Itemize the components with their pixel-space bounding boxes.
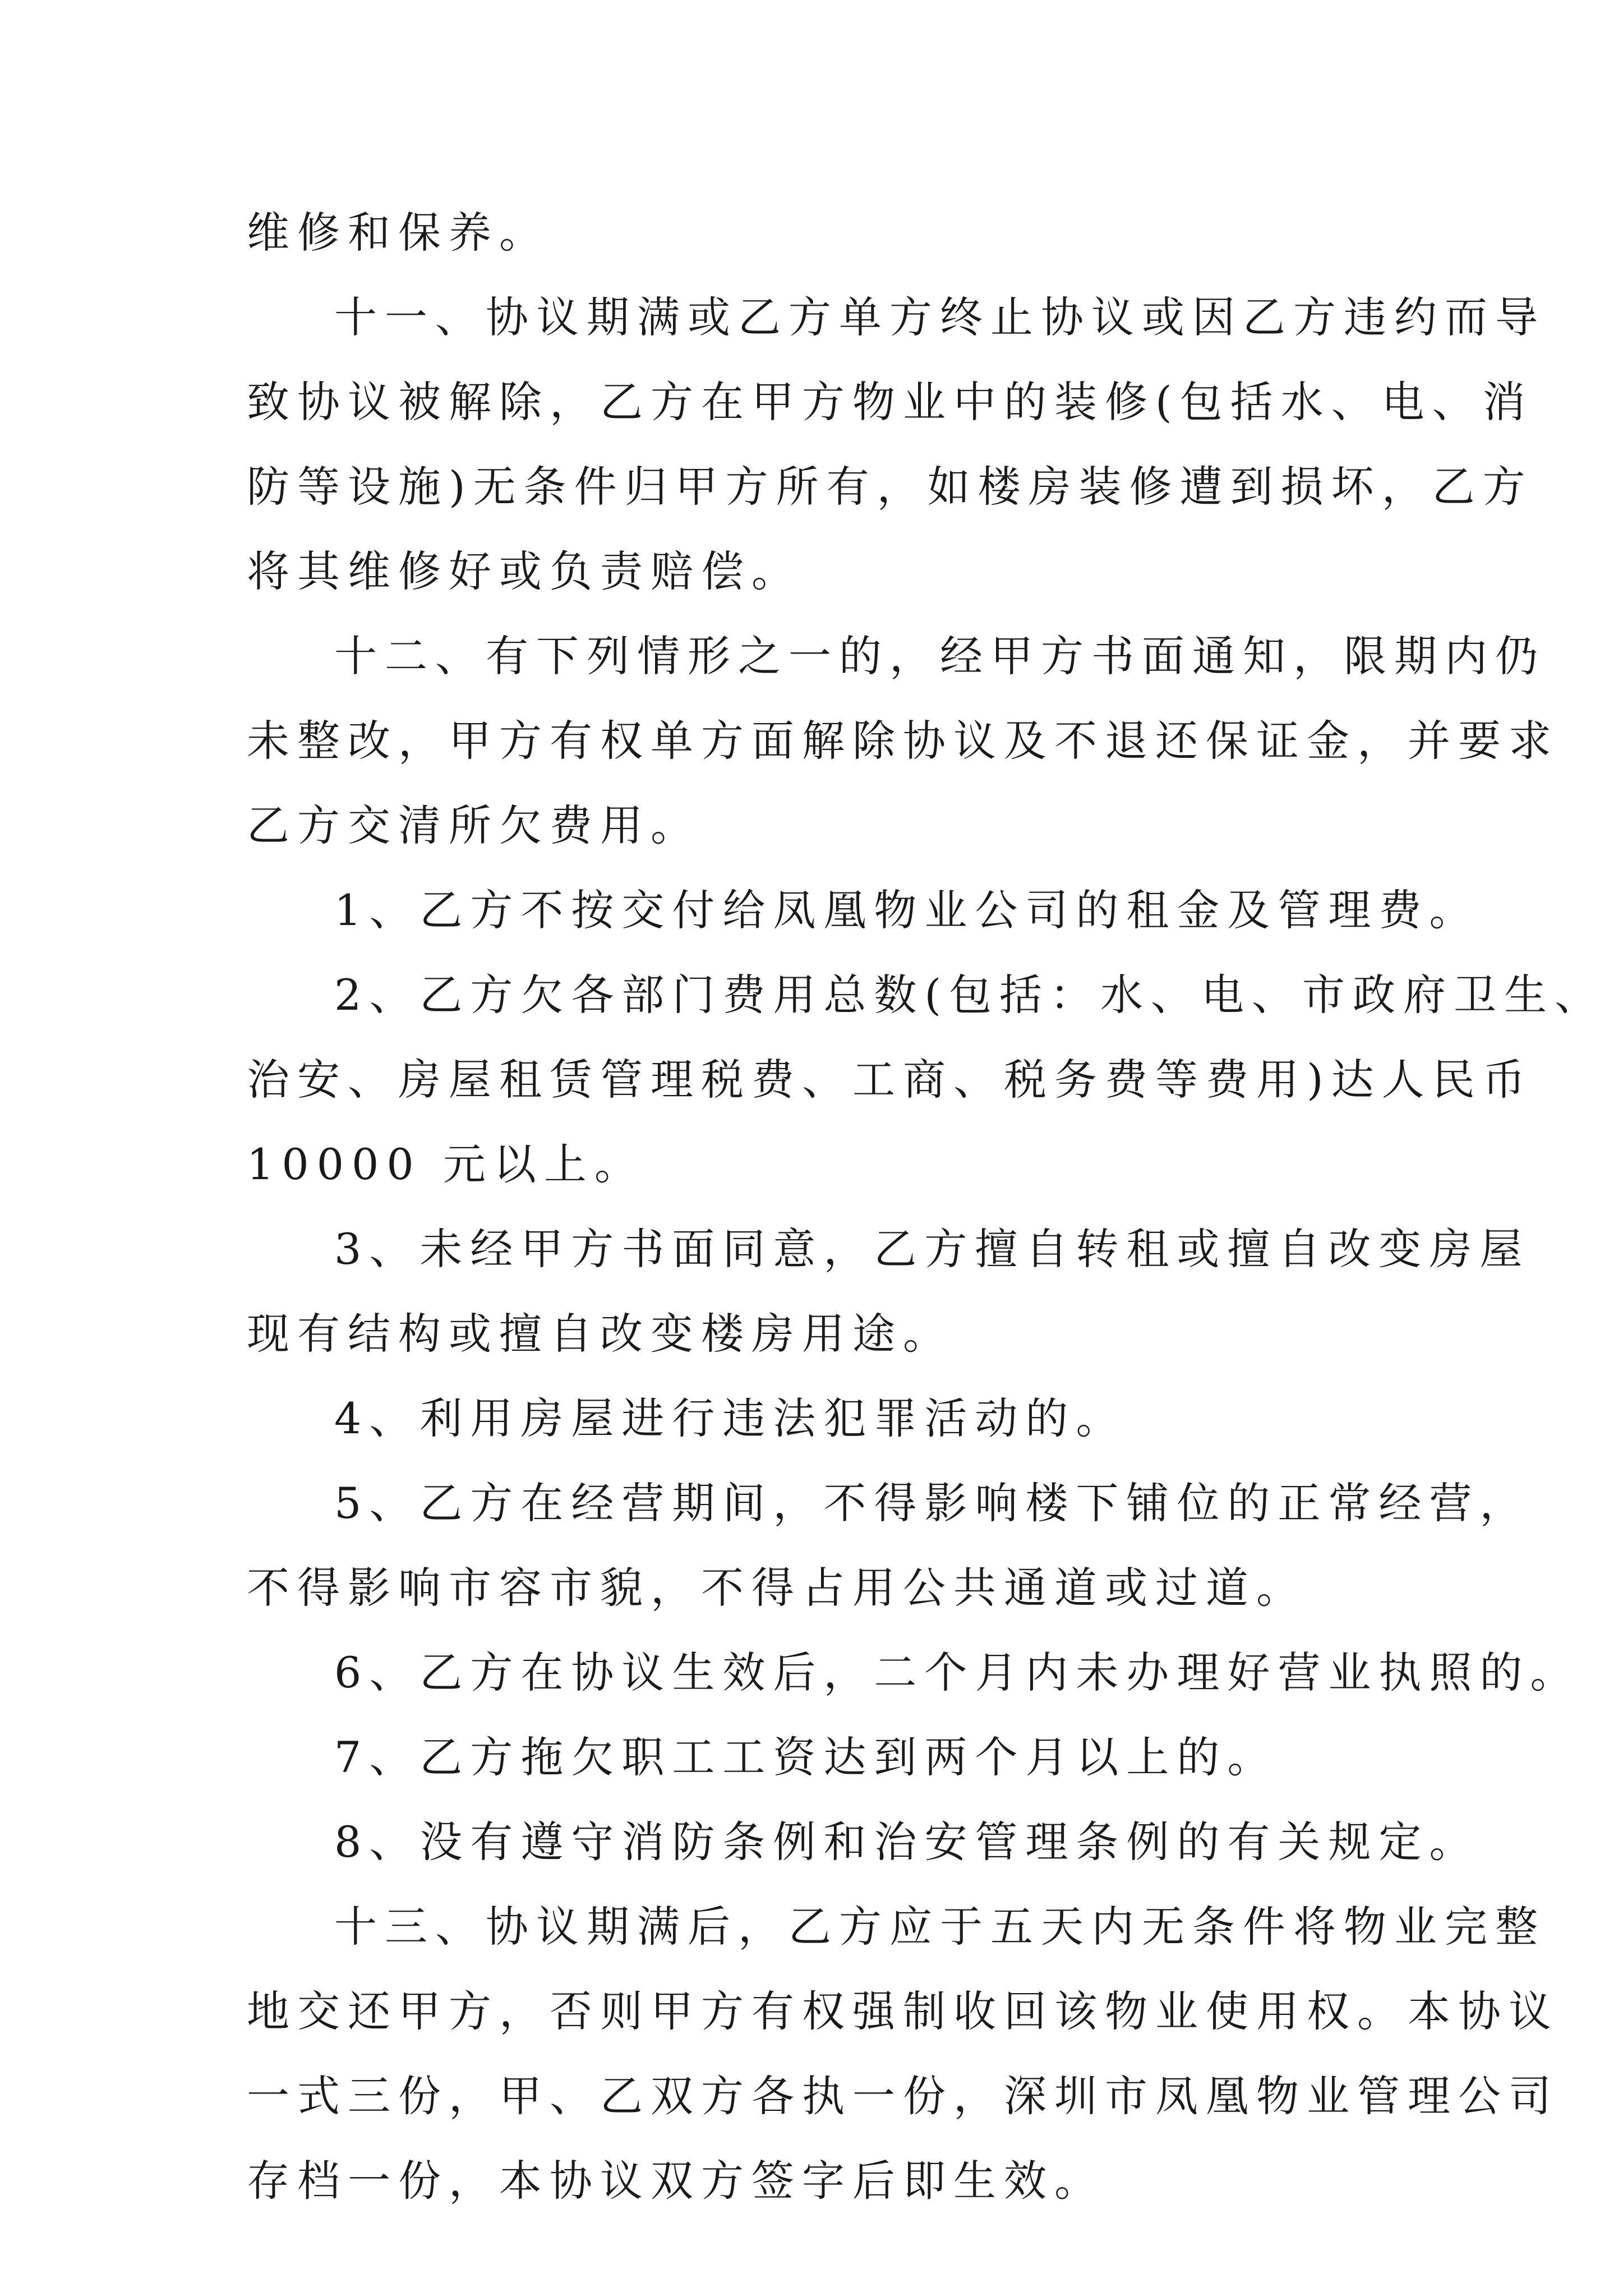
text-line: 防等设施)无条件归甲方所有，如楼房装修遭到损坏，乙方 <box>247 462 1533 512</box>
text-line: 地交还甲方，否则甲方有权强制收回该物业使用权。本协议 <box>247 1986 1559 2036</box>
text-line: 8、没有遵守消防条例和治安管理条例的有关规定。 <box>334 1817 1480 1867</box>
text-line: 十二、有下列情形之一的，经甲方书面通知，限期内仍 <box>334 631 1546 681</box>
text-line: 3、未经甲方书面同意，乙方擅自转租或擅自改变房屋 <box>334 1224 1530 1274</box>
text-line: 1、乙方不按交付给凤凰物业公司的租金及管理费。 <box>334 885 1480 935</box>
text-line: 6、乙方在协议生效后，二个月内未办理好营业执照的。 <box>334 1648 1581 1697</box>
text-line: 存档一份，本协议双方签字后即生效。 <box>247 2156 1105 2206</box>
text-line: 5、乙方在经营期间，不得影响楼下铺位的正常经营， <box>334 1478 1530 1528</box>
text-line: 7、乙方拖欠职工工资达到两个月以上的。 <box>334 1732 1278 1782</box>
text-line: 维修和保养。 <box>247 208 550 257</box>
text-line: 2、乙方欠各部门费用总数(包括：水、电、市政府卫生、 <box>334 970 1606 1020</box>
text-line: 十三、协议期满后，乙方应于五天内无条件将物业完整 <box>334 1902 1546 1952</box>
text-line: 治安、房屋租赁管理税费、工商、税务费等费用)达人民币 <box>247 1055 1533 1105</box>
text-line: 10000 元以上。 <box>247 1139 645 1189</box>
text-line: 不得影响市容市貌，不得占用公共通道或过道。 <box>247 1563 1307 1613</box>
text-line: 致协议被解除，乙方在甲方物业中的装修(包括水、电、消 <box>247 377 1533 427</box>
text-line: 十一、协议期满或乙方单方终止协议或因乙方违约而导 <box>334 292 1546 342</box>
text-line: 4、利用房屋进行违法犯罪活动的。 <box>334 1393 1127 1443</box>
text-line: 将其维修好或负责赔偿。 <box>247 546 802 596</box>
text-line: 现有结构或擅自改变楼房用途。 <box>247 1309 953 1359</box>
text-line: 一式三份，甲、乙双方各执一份，深圳市凤凰物业管理公司 <box>247 2071 1559 2121</box>
text-line: 未整改，甲方有权单方面解除协议及不退还保证金，并要求 <box>247 716 1559 766</box>
text-line: 乙方交清所欠费用。 <box>247 800 701 850</box>
